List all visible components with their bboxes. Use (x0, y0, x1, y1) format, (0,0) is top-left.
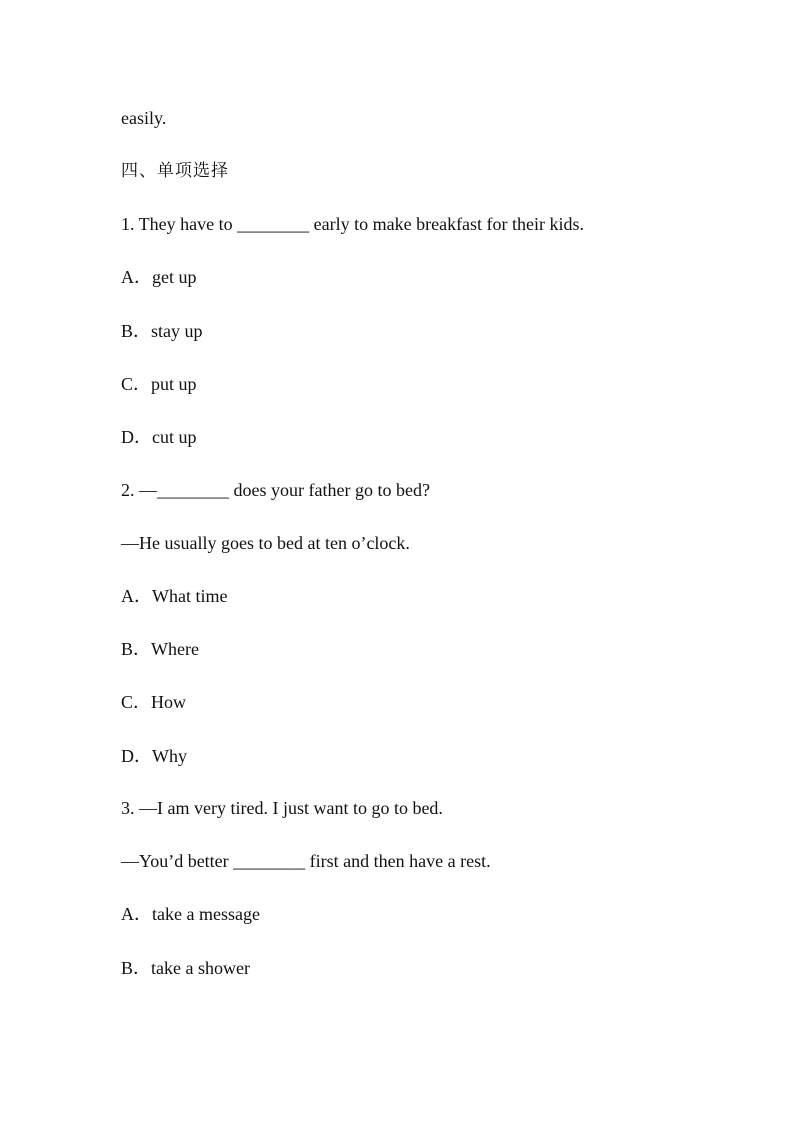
question-2-response: —He usually goes to bed at ten o’clock. (121, 533, 410, 553)
question-3-response: —You’d better ________ first and then have a rest. (121, 851, 491, 871)
question-1-option-d: D．cut up (121, 427, 197, 447)
question-3-option-a: A．take a message (121, 904, 260, 924)
question-1-option-a: A．get up (121, 267, 197, 287)
question-2-option-d: D．Why (121, 746, 187, 766)
question-1-option-c: C．put up (121, 374, 197, 394)
question-1-stem: 1. They have to ________ early to make breakfast for their kids. (121, 214, 585, 234)
continuation-text: easily. (121, 108, 167, 128)
question-2-option-a: A．What time (121, 586, 228, 606)
question-3-option-b: B．take a shower (121, 958, 250, 978)
question-2-option-c: C．How (121, 692, 187, 712)
question-3-stem: 3. —I am very tired. I just want to go to bed. (121, 798, 443, 818)
question-2-option-b: B．Where (121, 639, 199, 659)
section-heading: 四、单项选择 (121, 161, 229, 181)
question-1-option-b: B．stay up (121, 321, 203, 341)
question-2-stem: 2. —________ does your father go to bed? (121, 480, 430, 500)
